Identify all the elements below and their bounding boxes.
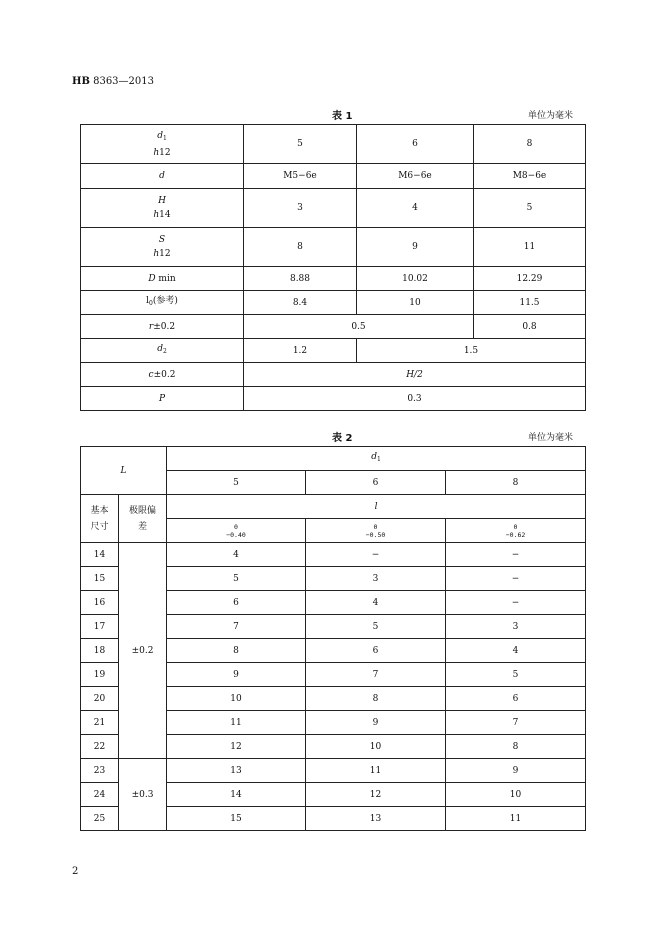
- table-cell: 3: [244, 189, 357, 228]
- table-cell: 5: [306, 615, 446, 639]
- tol-label: 14: [159, 210, 171, 220]
- limit-dev-cell: ±0.3: [119, 759, 167, 831]
- table-cell: −: [446, 591, 586, 615]
- table-cell: 10.02: [357, 267, 474, 291]
- base-size-cell: 15: [81, 567, 119, 591]
- table-cell: 7: [446, 711, 586, 735]
- table-cell: 6: [357, 125, 474, 164]
- base-size-cell: 16: [81, 591, 119, 615]
- tolerance-cell: 0 −0.40: [167, 519, 306, 543]
- base-size-header: 基本尺寸: [81, 495, 119, 543]
- table-cell: 10: [167, 687, 306, 711]
- table-row: [81, 164, 586, 189]
- table-cell: 9: [446, 759, 586, 783]
- row-label-H: H h14: [81, 189, 244, 228]
- base-size-cell: 20: [81, 687, 119, 711]
- table-cell: H/2: [244, 363, 586, 387]
- base-size-cell: 21: [81, 711, 119, 735]
- table-row: [81, 339, 586, 363]
- table-cell: 13: [167, 759, 306, 783]
- table-row: [81, 315, 586, 339]
- base-size-cell: 14: [81, 543, 119, 567]
- table-cell: −: [306, 543, 446, 567]
- table-cell: 9: [306, 711, 446, 735]
- table-row: [81, 543, 586, 567]
- table-cell: 4: [167, 543, 306, 567]
- row-label-d: d: [81, 164, 244, 189]
- table-cell: 8: [446, 735, 586, 759]
- base-size-cell: 17: [81, 615, 119, 639]
- table-cell: 8.88: [244, 267, 357, 291]
- d1-value: 8: [446, 471, 586, 495]
- table-cell: 11: [167, 711, 306, 735]
- row-label-d1: $d_1$ h12: [81, 125, 244, 164]
- table-cell: 3: [446, 615, 586, 639]
- table-cell: 9: [357, 228, 474, 267]
- table-cell: 3: [306, 567, 446, 591]
- table-cell: 0.5: [244, 315, 474, 339]
- table-cell: 1.5: [357, 339, 586, 363]
- table-cell: 0.8: [474, 315, 586, 339]
- table-cell: 4: [357, 189, 474, 228]
- table-cell: 5: [167, 567, 306, 591]
- table2-body: [81, 543, 586, 831]
- table2: [80, 446, 586, 831]
- tol-label: 12: [159, 249, 171, 259]
- page-number: 2: [72, 866, 79, 877]
- table-row: [81, 387, 586, 411]
- table-cell: 12: [167, 735, 306, 759]
- table-cell: 4: [446, 639, 586, 663]
- l-header: l: [167, 495, 586, 519]
- table-row: [81, 189, 586, 228]
- table-cell: 0.3: [244, 387, 586, 411]
- table-cell: 5: [446, 663, 586, 687]
- table-cell: 1.2: [244, 339, 357, 363]
- tol-label: 12: [159, 147, 171, 158]
- table-cell: 11: [446, 807, 586, 831]
- table-row: [81, 363, 586, 387]
- table-cell: 5: [244, 125, 357, 164]
- standard-prefix: HB: [72, 76, 90, 87]
- table1-unit: 单位为毫米: [528, 111, 574, 121]
- table-row: [81, 125, 586, 164]
- table-cell: 8: [306, 687, 446, 711]
- limit-dev-cell: ±0.2: [119, 543, 167, 759]
- standard-code: [72, 76, 154, 87]
- table-cell: 10: [446, 783, 586, 807]
- table-cell: 6: [306, 639, 446, 663]
- standard-number: 8363—2013: [93, 76, 154, 87]
- d1-value: 5: [167, 471, 306, 495]
- table-cell: 10: [357, 291, 474, 315]
- table-row: [81, 228, 586, 267]
- row-label-c: c±0.2: [81, 363, 244, 387]
- row-label-r: r±0.2: [81, 315, 244, 339]
- row-label-d2: $d_2$: [81, 339, 244, 363]
- table-row: [81, 759, 586, 783]
- table-cell: 8: [167, 639, 306, 663]
- table-cell: 10: [306, 735, 446, 759]
- base-size-cell: 18: [81, 639, 119, 663]
- row-label-Dmin: D min: [81, 267, 244, 291]
- table-cell: −: [446, 543, 586, 567]
- table-cell: 7: [306, 663, 446, 687]
- table2-unit: 单位为毫米: [528, 433, 574, 443]
- table-row: [81, 267, 586, 291]
- table-row: [81, 291, 586, 315]
- table-row: [81, 495, 586, 519]
- table-cell: 4: [306, 591, 446, 615]
- table-row: [81, 447, 586, 471]
- table-cell: 15: [167, 807, 306, 831]
- table-cell: M5−6e: [244, 164, 357, 189]
- base-size-cell: 19: [81, 663, 119, 687]
- limit-dev-header: 极限偏差: [119, 495, 167, 543]
- table-cell: 5: [474, 189, 586, 228]
- base-size-cell: 24: [81, 783, 119, 807]
- row-label-l0: $l_0$(参考): [81, 291, 244, 315]
- table-cell: 12: [306, 783, 446, 807]
- table1: [80, 124, 586, 411]
- base-size-cell: 25: [81, 807, 119, 831]
- table-cell: M6−6e: [357, 164, 474, 189]
- table-cell: 13: [306, 807, 446, 831]
- d1-value: 6: [306, 471, 446, 495]
- table-cell: 11: [306, 759, 446, 783]
- table-cell: 9: [167, 663, 306, 687]
- row-label-P: P: [81, 387, 244, 411]
- table-cell: M8−6e: [474, 164, 586, 189]
- table-cell: −: [446, 567, 586, 591]
- table-cell: 14: [167, 783, 306, 807]
- d1-header: $d_1$: [167, 447, 586, 471]
- base-size-cell: 23: [81, 759, 119, 783]
- table-cell: 12.29: [474, 267, 586, 291]
- tolerance-cell: 0 −0.62: [446, 519, 586, 543]
- table2-caption: 表 2: [332, 433, 353, 444]
- row-label-S: S h12: [81, 228, 244, 267]
- table-cell: 8: [244, 228, 357, 267]
- table1-caption: 表 1: [332, 111, 353, 122]
- tolerance-cell: 0 −0.50: [306, 519, 446, 543]
- table-cell: 11: [474, 228, 586, 267]
- table-cell: 8.4: [244, 291, 357, 315]
- table-cell: 6: [167, 591, 306, 615]
- table-cell: 8: [474, 125, 586, 164]
- table-cell: 6: [446, 687, 586, 711]
- table-cell: 7: [167, 615, 306, 639]
- L-header: L: [81, 447, 167, 495]
- table-cell: 11.5: [474, 291, 586, 315]
- base-size-cell: 22: [81, 735, 119, 759]
